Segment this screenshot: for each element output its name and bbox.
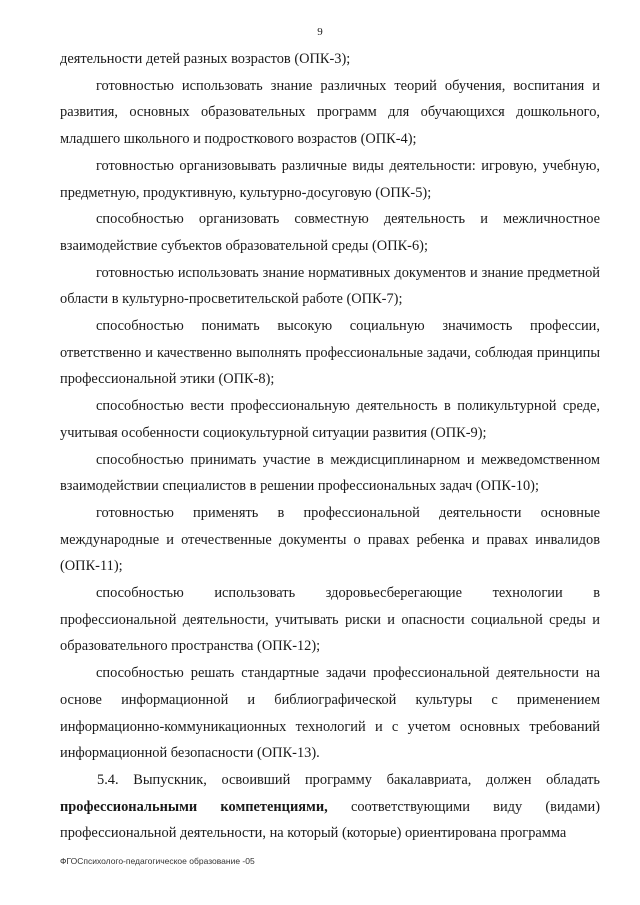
document-body <box>60 46 600 847</box>
paragraph-opk-3: деятельности детей разных возрастов (ОПК-3); <box>60 51 351 67</box>
paragraph-opk-5: готовностью организовывать различные виды деятельности: игровую, учебную, предметную, продуктивную, культурно-досуговую (ОПК-5); <box>60 157 600 201</box>
paragraph-opk-10: способностью принимать участие в междисциплинарном и межведомственном взаимодействии специалистов в решении профессиональных задач (ОПК-10); <box>60 451 600 495</box>
section-5-4-tail: соответствующими виду (видами) профессиональной деятельности, на который (которые) ориентирована программа <box>60 798 600 842</box>
paragraph-opk-9: способностью вести профессиональную деятельность в поликультурной среде, учитывая особенности социокультурной ситуации развития (ОПК-9); <box>60 398 600 441</box>
paragraph-opk-6: способностью организовать совместную деятельность и межличностное взаимодействие субъектов образовательной среды (ОПК-6); <box>60 211 600 254</box>
paragraph-opk-11: готовностью применять в профессиональной деятельности основные международные и отечественные документы о правах ребенка и правах инвалидов (ОПК-11); <box>60 504 600 575</box>
paragraph-section-5-4 <box>60 767 600 847</box>
paragraph-opk-7: готовностью использовать знание нормативных документов и знание предметной области в культурно-просветительской работе (ОПК-7); <box>60 264 600 308</box>
paragraph-opk-12: способностью использовать здоровьесберегающие технологии в профессиональной деятельности, учитывать риски и опасности социальной среды и образовательного пространства (ОПК-12); <box>60 585 600 655</box>
page-number: 9 <box>317 26 323 38</box>
paragraph-opk-4: готовностью использовать знание различных теорий обучения, воспитания и развития, основных образовательных программ для обучающихся дошкольного, младшего школьного и подросткового возрастов (ОПК-4); <box>60 77 600 148</box>
section-5-4-lead: 5.4. Выпускник, освоивший программу бакалавриата, должен обладать <box>97 771 600 788</box>
page-footer: ФГОСпсихолого-педагогическое образование -05 <box>60 856 255 866</box>
paragraph-opk-8: способностью понимать высокую социальную значимость профессии, ответственно и качественно выполнять профессиональные задачи, соблюдая принципы профессиональной этики (ОПК-8); <box>60 318 600 388</box>
section-5-4-bold-term: профессиональными компетенциями, <box>60 798 328 815</box>
paragraph-opk-13: способностью решать стандартные задачи профессиональной деятельности на основе информационной и библиографической культуры с применением информационно-коммуникационных технологий и с учетом основных требований информационной безопасности (ОПК-13). <box>60 665 600 762</box>
